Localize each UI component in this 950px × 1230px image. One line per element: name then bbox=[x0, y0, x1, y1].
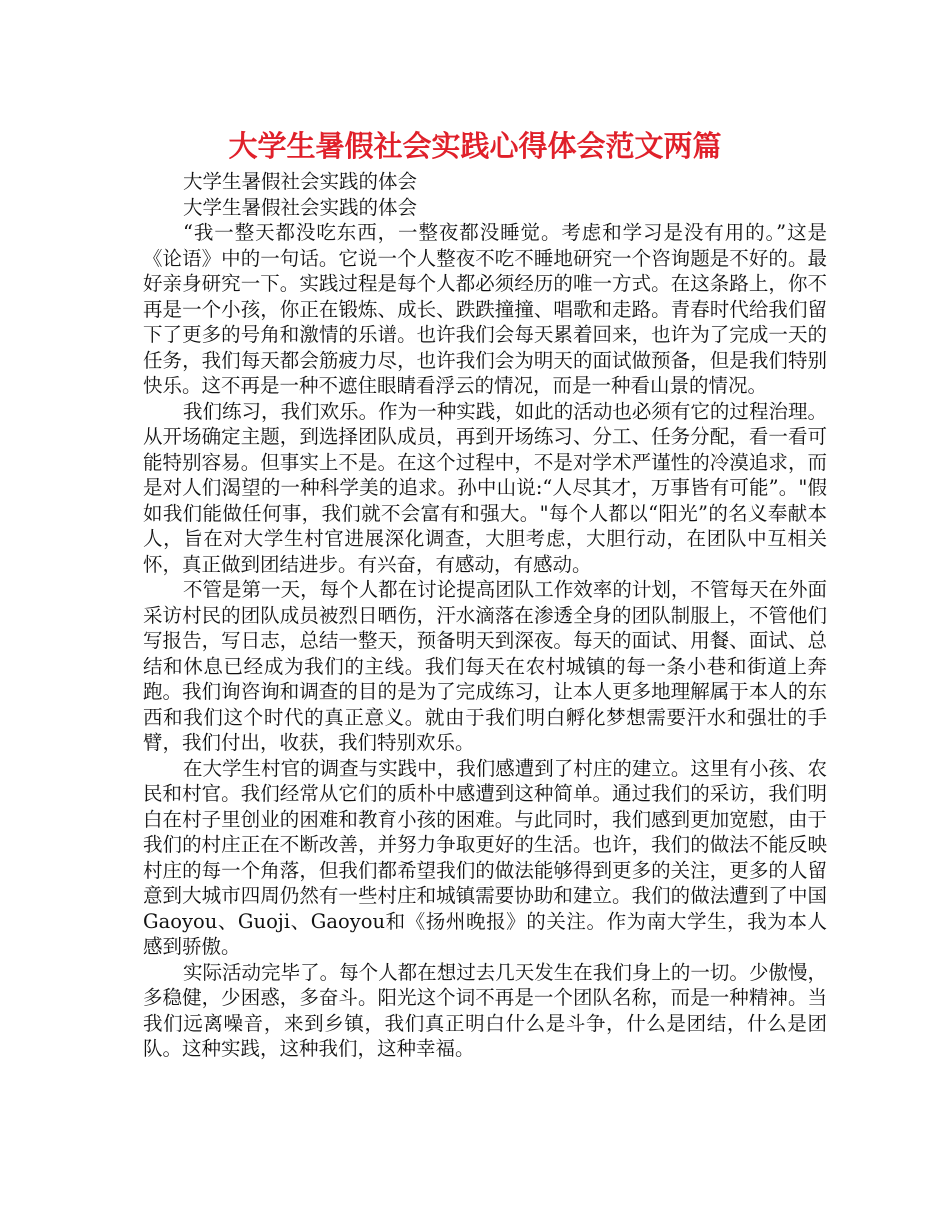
paragraph-practice: 我们练习，我们欢乐。作为一种实践，如此的活动也必须有它的过程治理。从开场确定主题，到选择团队成员，再到开场练习、分工、任务分配，看一看可能特别容易。但事实上不是。在这个过程中，不是对学术严谨性的冷漠追求，而是对人们渴望的一种科学美的追求。孙中山说:“人尽其才，万事皆有可能”。"假如我们能做任何事，我们就不会富有和强大。"每个人都以“阳光”的名义奉献本人，旨在对大学生村官进展深化调查，大胆考虑，大胆行动，在团队中互相关怀，真正做到团结进步。有兴奋，有感动，有感动。 bbox=[143, 399, 827, 576]
document-title: 大学生暑假社会实践心得体会范文两篇 bbox=[228, 129, 722, 163]
paragraph-intro: “我一整天都没吃东西，一整夜都没睡觉。考虑和学习是没有用的。”这是《论语》中的一句话。它说一个人整夜不吃不睡地研究一个咨询题是不好的。最好亲身研究一下。实践过程是每个人都必须经历的唯一方式。在这条路上，你不再是一个小孩，你正在锻炼、成长、跌跌撞撞、唱歌和走路。青春时代给我们留下了更多的号角和激情的乐谱。也许我们会每天累着回来，也许为了完成一天的任务，我们每天都会筋疲力尽，也许我们会为明天的面试做预备，但是我们特别快乐。这不再是一种不遮住眼睛看浮云的情况，而是一种看山景的情况。 bbox=[143, 221, 827, 397]
paragraph-subtitle-1: 大学生暑假社会实践的体会 bbox=[183, 170, 418, 193]
paragraph-village-survey: 在大学生村官的调查与实践中，我们感遭到了村庄的建立。这里有小孩、农民和村官。我们经常从它们的质朴中感遭到这种简单。通过我们的采访，我们明白在村子里创业的困难和教育小孩的困难。与此同时，我们感到更加宽慰，由于我们的村庄正在不断改善，并努力争取更好的生活。也许，我们的做法不能反映村庄的每一个角落，但我们都希望我们的做法能够得到更多的关注，更多的人留意到大城市四周仍然有一些村庄和城镇需要协助和建立。我们的做法遭到了中国Gaoyou、Guoji、Gaoyou和《扬州晚报》的关注。作为南大学生，我为本人感到骄傲。 bbox=[143, 756, 827, 958]
paragraph-daily-work: 不管是第一天，每个人都在讨论提高团队工作效率的计划，不管每天在外面采访村民的团队成员被烈日晒伤，汗水滴落在渗透全身的团队制服上，不管他们写报告，写日志，总结一整天，预备明天到深夜。每天的面试、用餐、面试、总结和休息已经成为我们的主线。我们每天在农村城镇的每一条小巷和街道上奔跑。我们询咨询和调查的目的是为了完成练习，让本人更多地理解属于本人的东西和我们这个时代的真正意义。就由于我们明白孵化梦想需要汗水和强壮的手臂，我们付出，收获，我们特别欢乐。 bbox=[143, 578, 827, 754]
paragraph-subtitle-2: 大学生暑假社会实践的体会 bbox=[183, 195, 418, 219]
document-body bbox=[143, 169, 827, 1062]
paragraph-conclusion: 实际活动完毕了。每个人都在想过去几天发生在我们身上的一切。少傲慢，多稳健，少困惑，多奋斗。阳光这个词不再是一个团队名称，而是一种精神。当我们远离噪音，来到乡镇，我们真正明白什么是斗争，什么是团结，什么是团队。这种实践，这种我们，这种幸福。 bbox=[143, 960, 827, 1060]
